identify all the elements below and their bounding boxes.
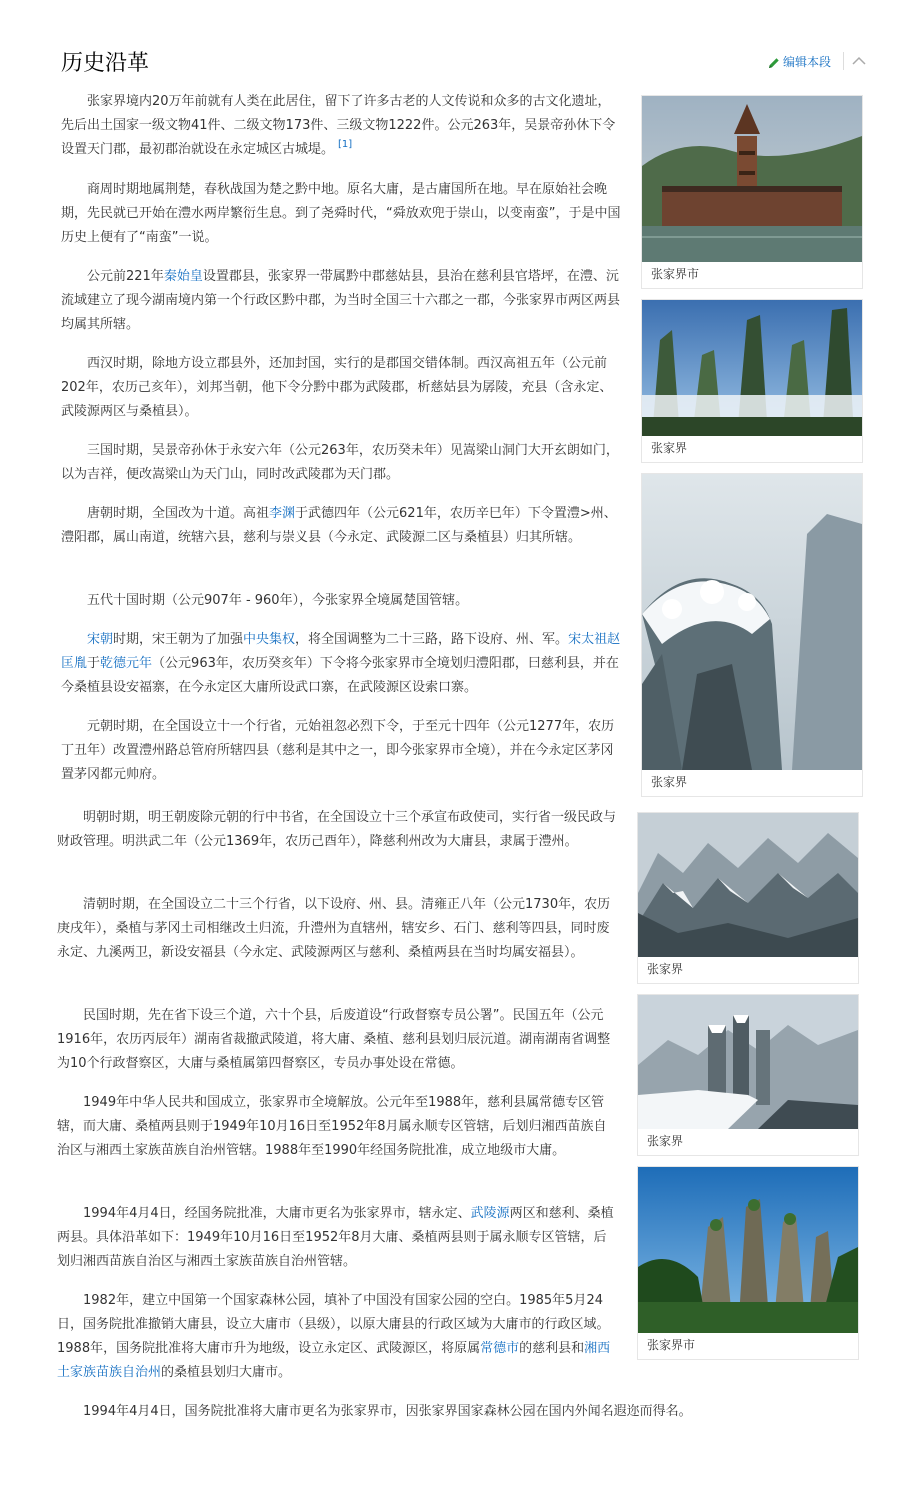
paragraph <box>57 1400 757 1424</box>
paragraph-text: 公元前221年 <box>87 269 164 284</box>
paragraph-text: 西汉时期，除地方设立郡县外，还加封国，实行的是郡国交错体制。西汉高祖五年（公元前202年，农历己亥年），刘邦当朝，他下令分黔中郡为武陵郡，析慈姑县为孱陵，充县（含永定、武陵源两区与桑植县）。 <box>61 356 613 419</box>
figure-caption: 张家界 <box>647 1134 684 1148</box>
figure-thumbnail[interactable] <box>637 1166 859 1360</box>
inline-link[interactable]: 宋朝 <box>87 632 114 647</box>
paragraph <box>61 178 621 250</box>
edit-section-label: 编辑本段 <box>783 55 832 69</box>
figure-photo-green-peaks <box>638 1167 858 1333</box>
paragraph-text: 元朝时期，在全国设立十一个行省，元始祖忽必烈下令，于至元十四年（公元1277年，农历丁丑年）改置澧州路总管府所辖四县（慈利是其中之一，即今张家界市全境），并在今永定区茅冈置茅冈都元帅府。 <box>61 719 615 782</box>
figure-caption: 张家界 <box>647 962 684 976</box>
paragraph <box>61 628 621 700</box>
figure-thumbnail[interactable] <box>641 473 863 797</box>
paragraph <box>57 893 617 965</box>
reference-link[interactable]: [1] <box>338 139 353 150</box>
paragraph-text: 设置郡县，张家界一带属黔中郡慈姑县，县治在慈利县官塔坪，在澧、沅流域建立了现今湖南境内第一个行政区黔中郡，为当时全国三十六郡之一郡，今张家界市两区两县均属其所辖。 <box>61 269 621 332</box>
paragraph <box>61 265 621 337</box>
paragraph-text: 两区和慈利、桑植两县。具体沿革如下：1949年10月16日至1952年8月大庸、桑植两县则于属永顺专区管辖，后划归湘西苗族自治区与湘西土家族苗族自治州管辖。 <box>57 1206 614 1269</box>
paragraph-text: 唐朝时期，全国改为十道。高祖 <box>87 506 270 521</box>
paragraph <box>61 502 621 550</box>
paragraph-text: 的慈利县和 <box>519 1341 585 1356</box>
paragraph-text: 张家界境内20万年前就有人类在此居住，留下了许多古老的人文传说和众多的古文化遗址，先后出土国家一级文物41件、二级文物173件、三级文物1222件。公元263年，吴景帝孙休下令设置天门郡，最初郡治就设在永定城区古城堤。 <box>61 94 616 157</box>
paragraph-text: 三国时期，吴景帝孙休于永安六年（公元263年，农历癸未年）见嵩梁山洞门大开玄朗如门，以为吉祥，便改嵩梁山为天门山，同时改武陵郡为天门郡。 <box>61 443 619 482</box>
figure-thumbnail[interactable] <box>641 299 863 463</box>
paragraph-text: 于武德四年（公元621年，农历辛巳年）下令置澧>州、澧阳郡，属山南道，统辖六县，慈利与崇义县（今永定、武陵源二区与桑植县）归其所辖。 <box>61 506 617 545</box>
inline-link[interactable]: 湘西土家族苗族自治州 <box>57 1341 611 1380</box>
paragraph <box>57 1004 617 1076</box>
paragraph-text: 的桑植县划归大庸市。 <box>161 1365 292 1380</box>
paragraph <box>57 1289 617 1385</box>
inline-link[interactable]: 李渊 <box>269 506 296 521</box>
inline-link[interactable]: 乾德元年 <box>100 656 153 671</box>
figure-photo-snowy-mountains <box>638 813 858 957</box>
figure-photo-snowy-pillar <box>642 474 862 770</box>
inline-link[interactable]: 武陵源 <box>470 1206 510 1221</box>
paragraph <box>57 1202 617 1274</box>
collapse-section-button[interactable] <box>850 53 868 69</box>
paragraph <box>61 90 621 162</box>
figure-caption: 张家界 <box>651 441 688 455</box>
figure-photo-snowy-pillars <box>638 995 858 1129</box>
paragraph-text: 清朝时期，在全国设立二十三个行省，以下设府、州、县。清雍正八年（公元1730年，农历庚戌年），桑植与茅冈土司相继改土归流，升澧州为直辖州，辖安乡、石门、慈利等四县，同时废永定、九溪两卫，新设安福县（今永定、武陵源两区与慈利、桑植两县在当时均属安福县）。 <box>57 897 611 960</box>
pencil-icon <box>768 56 780 68</box>
paragraph <box>61 439 621 487</box>
inline-link[interactable]: 秦始皇 <box>163 269 203 284</box>
inline-link[interactable]: 宋太祖赵匡胤 <box>61 632 621 671</box>
paragraph <box>61 589 621 613</box>
paragraph-text: ，将全国调整为二十三路，路下设府、州、军。 <box>295 632 569 647</box>
figure-thumbnail[interactable] <box>641 95 863 289</box>
inline-link[interactable]: 中央集权 <box>243 632 296 647</box>
figure-photo-pagoda <box>642 96 862 262</box>
paragraph-text: 五代十国时期（公元907年 - 960年），今张家界全境属楚国管辖。 <box>87 593 469 608</box>
figure-caption: 张家界 <box>651 775 688 789</box>
figure-thumbnail[interactable] <box>637 994 859 1156</box>
paragraph-text: 1994年4月4日，国务院批准将大庸市更名为张家界市，因张家界国家森林公园在国内外闻名遐迩而得名。 <box>83 1404 692 1419</box>
paragraph-text: 时期，宋王朝为了加强 <box>113 632 244 647</box>
inline-link[interactable]: 常德市 <box>480 1341 520 1356</box>
paragraph-text: （公元963年，农历癸亥年）下令将今张家界市全境划归澧阳郡，曰慈利县，并在今桑植县设安福寨，在今永定区大庸所设武口寨，在武陵源区设索口寨。 <box>61 656 619 695</box>
section-title: 历史沿革 <box>61 51 150 76</box>
chevron-up-icon <box>850 53 868 69</box>
paragraph <box>61 352 621 424</box>
paragraph <box>57 1091 617 1163</box>
figure-caption: 张家界市 <box>651 267 700 281</box>
paragraph-text: 1982年，建立中国第一个国家森林公园，填补了中国没有国家公园的空白。1985年5月24日，国务院批准撤销大庸县，设立大庸市（县级），以原大庸县的行政区域为大庸市的行政区域。1988年，国务院批准将大庸市升为地级，设立永定区、武陵源区，将原属 <box>57 1293 610 1356</box>
paragraph-text: 1994年4月4日，经国务院批准，大庸市更名为张家界市，辖永定、 <box>83 1206 471 1221</box>
paragraph-text: 商周时期地属荆楚，春秋战国为楚之黔中地。原名大庸，是古庸国所在地。早在原始社会晚期，先民就已开始在澧水两岸繁衍生息。到了尧舜时代，“舜放欢兜于崇山，以变南蛮”，于是中国历史上便有了“南蛮”一说。 <box>61 182 621 245</box>
figure-thumbnail[interactable] <box>637 812 859 984</box>
title-divider <box>843 52 844 70</box>
edit-section-button[interactable] <box>768 53 831 71</box>
paragraph-text: 明朝时期，明王朝废除元朝的行中书省，在全国设立十三个承宣布政使司，实行省一级民政与财政管理。明洪武二年（公元1369年，农历己酉年），降慈利州改为大庸县，隶属于澧州。 <box>57 810 617 849</box>
figure-caption: 张家界市 <box>647 1338 696 1352</box>
paragraph-text: 民国时期，先在省下设三个道，六十个县，后废道设“行政督察专员公署”。民国五年（公元1916年，农历丙辰年）湖南省裁撤武陵道，将大庸、桑植、慈利县划归辰沅道。湖南湖南省调整为10个行政督察区，大庸与桑植属第四督察区，专员办事处设在常德。 <box>57 1008 611 1071</box>
paragraph-text: 1949年中华人民共和国成立，张家界市全境解放。公元年至1988年，慈利县属常德专区管辖，而大庸、桑植两县则于1949年10月16日至1952年8月属永顺专区管辖，后划归湘西苗族自治区与湘西土家族苗族自治州管辖。1988年至1990年经国务院批准，成立地级市大庸。 <box>57 1095 607 1158</box>
paragraph <box>57 806 617 854</box>
paragraph-text: 于 <box>87 656 101 671</box>
paragraph <box>61 715 621 787</box>
figure-photo-peaks <box>642 300 862 436</box>
